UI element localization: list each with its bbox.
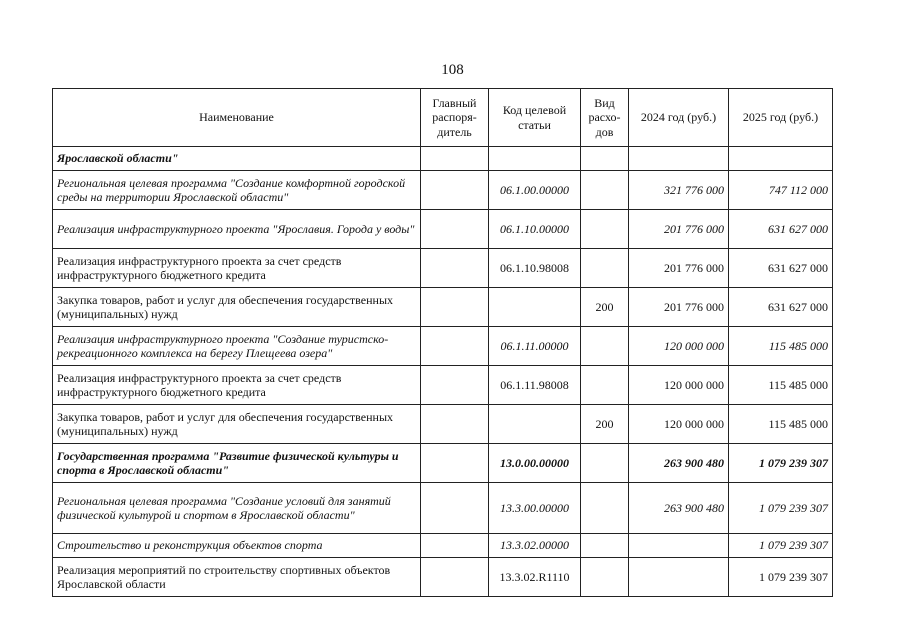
cell-type [581, 249, 629, 288]
cell-name: Закупка товаров, работ и услуг для обеспечения государственных (муниципальных) нужд [53, 405, 421, 444]
cell-type [581, 147, 629, 171]
cell-code: 13.3.02.R1110 [489, 558, 581, 597]
cell-2024: 201 776 000 [629, 210, 729, 249]
cell-name: Региональная целевая программа "Создание комфортной городской среды на территории Ярославской области" [53, 171, 421, 210]
cell-2024 [629, 558, 729, 597]
cell-name: Реализация мероприятий по строительству спортивных объектов Ярославской области [53, 558, 421, 597]
cell-name: Региональная целевая программа "Создание условий для занятий физической культурой и спортом в Ярославской области" [53, 483, 421, 534]
cell-2025: 747 112 000 [729, 171, 833, 210]
cell-2025: 631 627 000 [729, 249, 833, 288]
cell-name: Реализация инфраструктурного проекта "Создание туристско-рекреационного комплекса на берегу Плещеева озера" [53, 327, 421, 366]
table-row [53, 249, 833, 288]
cell-2024: 201 776 000 [629, 249, 729, 288]
cell-code [489, 147, 581, 171]
cell-admin [421, 534, 489, 558]
cell-code [489, 288, 581, 327]
header-code: Код целевой статьи [489, 89, 581, 147]
table-row [53, 210, 833, 249]
cell-name: Государственная программа "Развитие физической культуры и спорта в Ярославской области" [53, 444, 421, 483]
cell-2025: 115 485 000 [729, 366, 833, 405]
cell-2024: 120 000 000 [629, 405, 729, 444]
cell-name: Ярославской области" [53, 147, 421, 171]
page-number: 108 [441, 62, 464, 78]
cell-type [581, 558, 629, 597]
cell-type: 200 [581, 405, 629, 444]
cell-type [581, 366, 629, 405]
header-2025: 2025 год (руб.) [729, 89, 833, 147]
table-row [53, 483, 833, 534]
cell-type [581, 483, 629, 534]
cell-code: 13.3.00.00000 [489, 483, 581, 534]
header-2024: 2024 год (руб.) [629, 89, 729, 147]
cell-2024: 201 776 000 [629, 288, 729, 327]
cell-admin [421, 483, 489, 534]
budget-table [52, 88, 833, 597]
table-row [53, 366, 833, 405]
cell-2025: 631 627 000 [729, 210, 833, 249]
cell-type: 200 [581, 288, 629, 327]
cell-admin [421, 405, 489, 444]
table-row [53, 171, 833, 210]
cell-code: 06.1.11.98008 [489, 366, 581, 405]
table-row [53, 288, 833, 327]
table-row [53, 444, 833, 483]
cell-code: 06.1.10.00000 [489, 210, 581, 249]
cell-admin [421, 366, 489, 405]
cell-2024 [629, 534, 729, 558]
cell-2025: 115 485 000 [729, 327, 833, 366]
cell-2024: 263 900 480 [629, 483, 729, 534]
cell-name: Строительство и реконструкция объектов спорта [53, 534, 421, 558]
table-row [53, 534, 833, 558]
cell-code: 06.1.11.00000 [489, 327, 581, 366]
cell-2025: 631 627 000 [729, 288, 833, 327]
cell-code: 06.1.10.98008 [489, 249, 581, 288]
cell-code: 06.1.00.00000 [489, 171, 581, 210]
cell-2025: 1 079 239 307 [729, 444, 833, 483]
header-name: Наименование [53, 89, 421, 147]
cell-2025: 1 079 239 307 [729, 483, 833, 534]
cell-2025: 1 079 239 307 [729, 534, 833, 558]
cell-type [581, 210, 629, 249]
table-header-row [53, 89, 833, 147]
table-row [53, 405, 833, 444]
table-row [53, 327, 833, 366]
header-type: Вид расхо-дов [581, 89, 629, 147]
cell-2025: 1 079 239 307 [729, 558, 833, 597]
table-row [53, 147, 833, 171]
cell-2024: 120 000 000 [629, 327, 729, 366]
cell-admin [421, 444, 489, 483]
cell-2024 [629, 147, 729, 171]
cell-2024: 120 000 000 [629, 366, 729, 405]
cell-type [581, 171, 629, 210]
cell-code: 13.0.00.00000 [489, 444, 581, 483]
cell-2025: 115 485 000 [729, 405, 833, 444]
cell-admin [421, 210, 489, 249]
cell-code [489, 405, 581, 444]
cell-name: Закупка товаров, работ и услуг для обеспечения государственных (муниципальных) нужд [53, 288, 421, 327]
cell-type [581, 327, 629, 366]
cell-2025 [729, 147, 833, 171]
cell-type [581, 444, 629, 483]
cell-2024: 263 900 480 [629, 444, 729, 483]
cell-admin [421, 171, 489, 210]
header-admin: Главный распоря-дитель [421, 89, 489, 147]
cell-name: Реализация инфраструктурного проекта "Ярославия. Города у воды" [53, 210, 421, 249]
cell-name: Реализация инфраструктурного проекта за счет средств инфраструктурного бюджетного кредита [53, 366, 421, 405]
table-row [53, 558, 833, 597]
cell-admin [421, 249, 489, 288]
cell-admin [421, 558, 489, 597]
cell-admin [421, 288, 489, 327]
cell-type [581, 534, 629, 558]
cell-admin [421, 147, 489, 171]
cell-code: 13.3.02.00000 [489, 534, 581, 558]
cell-2024: 321 776 000 [629, 171, 729, 210]
cell-admin [421, 327, 489, 366]
cell-name: Реализация инфраструктурного проекта за счет средств инфраструктурного бюджетного кредита [53, 249, 421, 288]
